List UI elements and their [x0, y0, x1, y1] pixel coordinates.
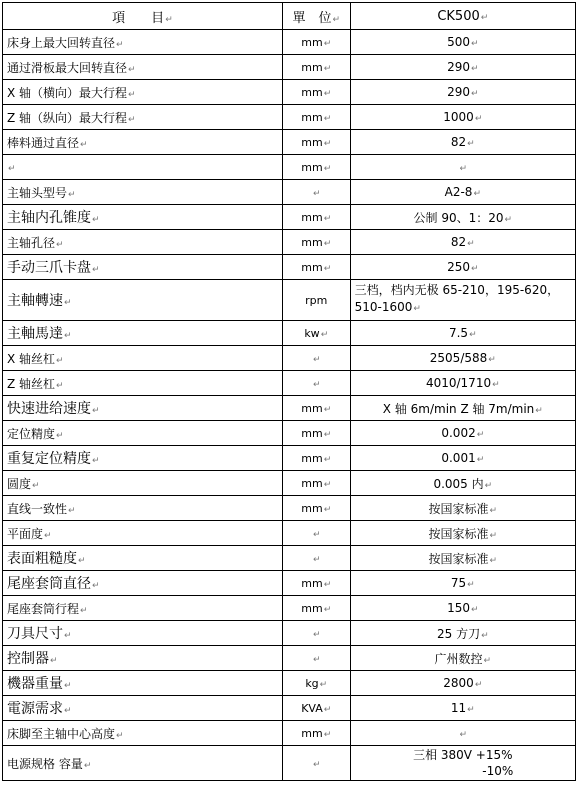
row-value: 75 [450, 576, 467, 590]
row-item: 主轴头型号 [7, 185, 68, 200]
row-item: X 轴（横向）最大行程 [7, 85, 128, 100]
row-value: 250 [447, 260, 470, 274]
table-row: 刀具尺寸↵ ↵ 25 方刀↵ [3, 621, 576, 646]
row-unit: mm [301, 601, 323, 615]
row-item: 重复定位精度 [7, 451, 91, 467]
row-unit: mm [301, 235, 323, 249]
row-unit: mm [301, 476, 323, 490]
row-unit: mm [301, 576, 323, 590]
header-unit: 單 位↵ [282, 3, 350, 30]
row-item: 床脚至主轴中心高度 [7, 726, 116, 741]
row-value: 0.002 [441, 426, 476, 440]
table-row: 主轴内孔锥度↵ mm↵ 公制 90、1：20↵ [3, 205, 576, 230]
table-row: Z 轴丝杠↵ ↵ 4010/1710↵ [3, 371, 576, 396]
table-row: 表面粗糙度↵ ↵ 按国家标准↵ [3, 546, 576, 571]
row-value: 按国家标准 [428, 526, 489, 541]
row-unit: mm [301, 401, 323, 415]
spec-table [2, 2, 576, 781]
row-unit: mm [301, 260, 323, 274]
row-value: 25 方刀 [436, 626, 481, 641]
row-value: 2800 [443, 676, 474, 690]
table-row: 棒料通过直径↵ mm↵ 82↵ [3, 130, 576, 155]
row-unit: mm [301, 60, 323, 74]
row-value: 82 [450, 135, 467, 149]
row-item: Z 轴丝杠 [7, 376, 56, 391]
row-item: 尾座套筒行程 [7, 601, 80, 616]
table-row: 平面度↵ ↵ 按国家标准↵ [3, 521, 576, 546]
row-item: 尾座套筒直径 [7, 576, 91, 592]
row-item: 圆度 [7, 476, 32, 491]
table-row: 床脚至主轴中心高度↵ mm↵ ↵ [3, 721, 576, 746]
row-unit: rpm [305, 293, 328, 307]
table-row: 主轴头型号↵ ↵ A2-8↵ [3, 180, 576, 205]
row-unit: mm [301, 726, 323, 740]
row-item: 棒料通过直径 [7, 135, 80, 150]
row-value: 290 [447, 85, 470, 99]
table-row: 手动三爪卡盘↵ mm↵ 250↵ [3, 255, 576, 280]
table-row: 床身上最大回转直径↵ mm↵ 500↵ [3, 30, 576, 55]
table-row: X 轴（横向）最大行程↵ mm↵ 290↵ [3, 80, 576, 105]
table-row: 通过滑板最大回转直径↵ mm↵ 290↵ [3, 55, 576, 80]
row-unit: mm [301, 451, 323, 465]
table-row: 圆度↵ mm↵ 0.005 内↵ [3, 471, 576, 496]
table-row: 电源规格 容量↵ ↵ 三相 380V +15% -10% [3, 746, 576, 781]
table-row: 尾座套筒行程↵ mm↵ 150↵ [3, 596, 576, 621]
row-unit: mm [301, 85, 323, 99]
row-value: 广州数控 [434, 651, 483, 666]
row-item: 床身上最大回转直径 [7, 35, 116, 50]
row-unit: mm [301, 501, 323, 515]
row-unit: mm [301, 210, 323, 224]
row-value: 0.001 [441, 451, 476, 465]
row-value: 7.5 [448, 326, 469, 340]
row-item: 電源需求 [7, 701, 63, 717]
table-row: 控制器↵ ↵ 广州数控↵ [3, 646, 576, 671]
row-item: 平面度 [7, 526, 44, 541]
row-value: 2505/588 [429, 351, 488, 365]
row-item: 主轴孔径 [7, 235, 56, 250]
row-unit: kg [305, 676, 319, 690]
row-unit: KVA [301, 701, 323, 715]
table-row: 定位精度↵ mm↵ 0.002↵ [3, 421, 576, 446]
table-row: 尾座套筒直径↵ mm↵ 75↵ [3, 571, 576, 596]
row-item: 主轴内孔锥度 [7, 210, 91, 226]
row-value: 1000 [443, 110, 474, 124]
row-value: 150 [447, 601, 470, 615]
row-unit: kw [304, 326, 320, 340]
row-item: Z 轴（纵向）最大行程 [7, 110, 128, 125]
row-item: 电源规格 容量 [7, 756, 83, 771]
header-row [3, 3, 576, 30]
table-row: 主軸馬達↵ kw↵ 7.5↵ [3, 321, 576, 346]
table-row: ↵ mm↵ ↵ [3, 155, 576, 180]
table-row: 直线一致性↵ mm↵ 按国家标准↵ [3, 496, 576, 521]
row-value: 82 [450, 235, 467, 249]
row-item: 快速进给速度 [7, 401, 91, 417]
row-value: 三相 380V +15% -10% [413, 748, 514, 778]
table-row: X 轴丝杠↵ ↵ 2505/588↵ [3, 346, 576, 371]
row-item: 定位精度 [7, 426, 56, 441]
row-value: 500 [447, 35, 470, 49]
row-item: 機器重量 [7, 676, 63, 692]
row-value: 按国家标准 [428, 551, 489, 566]
row-item: 刀具尺寸 [7, 626, 63, 642]
row-value: 4010/1710 [425, 376, 492, 390]
row-item: X 轴丝杠 [7, 351, 56, 366]
row-item: 主軸轉速 [7, 293, 63, 309]
row-item: 控制器 [7, 651, 49, 667]
row-value: 290 [447, 60, 470, 74]
row-value: A2-8 [444, 185, 473, 199]
row-item: 主軸馬達 [7, 326, 63, 342]
row-value: 按国家标准 [428, 501, 489, 516]
spec-sheet [2, 2, 576, 781]
row-unit: mm [301, 110, 323, 124]
table-row: 主軸轉速↵ rpm 三档，档内无极 65-210，195-620，510-1600↵ [3, 280, 576, 321]
row-item: 表面粗糙度 [7, 551, 77, 567]
row-value: 三档，档内无极 65-210，195-620，510-1600 [354, 283, 560, 314]
row-value: 0.005 内 [433, 476, 484, 491]
row-unit: mm [301, 426, 323, 440]
row-item: 直线一致性 [7, 501, 68, 516]
row-unit: mm [301, 35, 323, 49]
table-row: 主轴孔径↵ mm↵ 82↵ [3, 230, 576, 255]
table-row: 機器重量↵ kg↵ 2800↵ [3, 671, 576, 696]
row-unit: mm [301, 135, 323, 149]
row-value: X 轴 6m/min Z 轴 7m/min [382, 401, 535, 416]
row-value: 11 [450, 701, 467, 715]
table-row: 快速进给速度↵ mm↵ X 轴 6m/min Z 轴 7m/min↵ [3, 396, 576, 421]
table-row: Z 轴（纵向）最大行程↵ mm↵ 1000↵ [3, 105, 576, 130]
row-item: 通过滑板最大回转直径 [7, 60, 128, 75]
header-model: CK500↵ [350, 3, 575, 30]
row-item: 手动三爪卡盘 [7, 260, 91, 276]
row-value: 公制 90、1：20 [413, 210, 504, 225]
header-item: 項 目↵ [3, 3, 283, 30]
row-unit: mm [301, 160, 323, 174]
table-row: 電源需求↵ KVA↵ 11↵ [3, 696, 576, 721]
table-row: 重复定位精度↵ mm↵ 0.001↵ [3, 446, 576, 471]
